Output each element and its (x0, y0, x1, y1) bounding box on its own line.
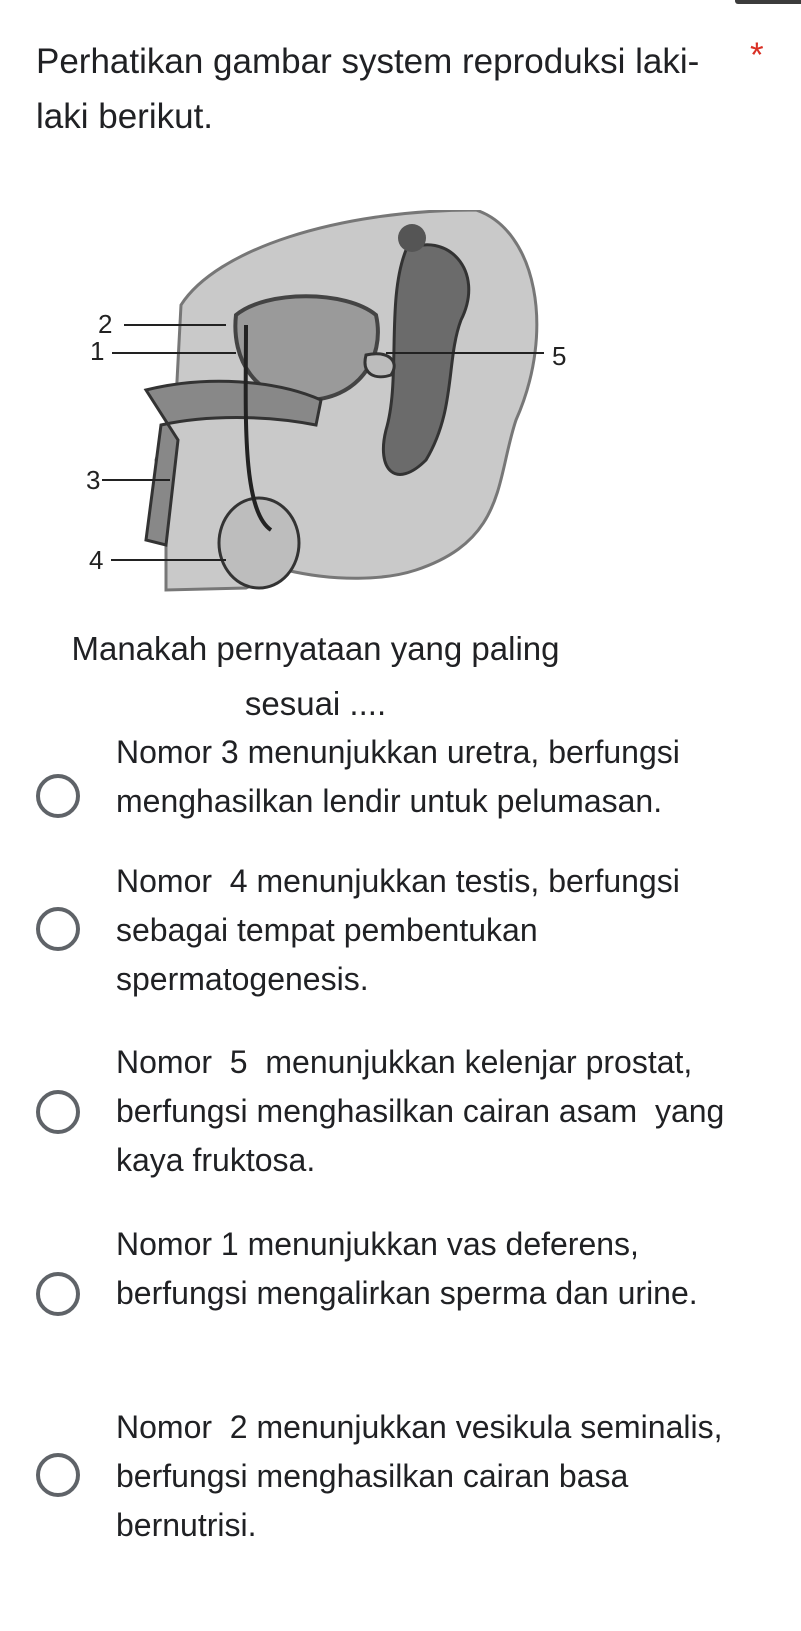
question-prompt-line1: Manakah pernyataan yang paling (71, 630, 560, 667)
question-title: Perhatikan gambar system reproduksi laki-laki berikut. (36, 42, 700, 136)
question-prompt-line2: sesuai .... (244, 685, 387, 722)
option-label[interactable]: Nomor 5 menunjukkan kelenjar prostat, berfungsi menghasilkan cairan asam yang kaya fruktosa. (116, 1044, 734, 1178)
option-label[interactable]: Nomor 4 menunjukkan testis, berfungsi sebagai tempat pembentukan spermatogenesis. (116, 863, 689, 997)
top-edge-bar (735, 0, 801, 4)
diagram-label-2: 2 (98, 309, 113, 339)
option-label[interactable]: Nomor 2 menunjukkan vesikula seminalis, berfungsi menghasilkan cairan basa bernutrisi. (116, 1409, 741, 1543)
option-label[interactable]: Nomor 3 menunjukkan uretra, berfungsi menghasilkan lendir untuk pelumasan. (116, 734, 689, 819)
radio-button[interactable] (36, 774, 80, 818)
required-asterisk: * (750, 36, 764, 75)
radio-button[interactable] (36, 1453, 80, 1497)
diagram-label-4: 4 (89, 545, 104, 575)
diagram-label-3: 3 (86, 465, 101, 495)
diagram-label-5: 5 (552, 341, 567, 371)
radio-button[interactable] (36, 1090, 80, 1134)
option-label[interactable]: Nomor 1 menunjukkan vas deferens, berfungsi mengalirkan sperma dan urine. (116, 1226, 698, 1311)
diagram-label-1: 1 (90, 336, 105, 366)
radio-button[interactable] (36, 1272, 80, 1316)
reproductive-system-diagram (86, 210, 606, 610)
radio-button[interactable] (36, 907, 80, 951)
